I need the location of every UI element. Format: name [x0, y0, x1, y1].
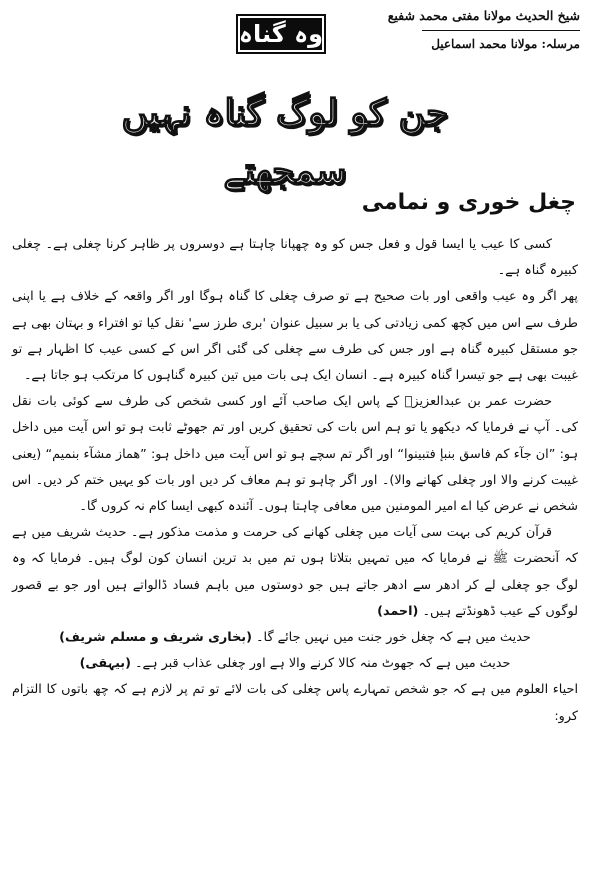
sender-line: مرسلہ: مولانا محمد اسماعیل: [431, 37, 580, 51]
paragraph-ihya-ulum: احیاء العلوم میں ہے کہ جو شخص تمہارے پاس چغلی کی بات لائے تو تم پر لازم ہے کہ چھ باتوں کا التزام کرو:: [12, 682, 578, 724]
paragraph-hadith-grave: [12, 651, 578, 677]
citation-bukhari-muslim: (بخاری شریف و مسلم شریف): [59, 630, 252, 646]
series-label: وہ گناہ: [236, 14, 326, 54]
article-body: [12, 232, 578, 730]
citation-bayhaqi: (بیہقی): [79, 656, 131, 672]
author-name: شیخ الحدیث مولانا مفتی محمد شفیع: [387, 8, 580, 23]
paragraph-hadith-jannah: [12, 625, 578, 651]
section-heading: چغل خوری و نمامی: [361, 190, 576, 215]
paragraph-consequences: پھر اگر وہ عیب واقعی اور بات صحیح ہے تو صرف چغلی کا گناہ ہوگا اور اگر واقعہ کے خلاف ہے یا اپنی طرف سے اس میں کچھ کمی زیادتی کی یا بر سبیل عنوان 'بری طرز سے' نقل کیا تو افتراء و بہتان بھی ہے جو مستقل کبیرہ گناہ ہے اور جس کی طرف سے چغلی کی گئی اگر اس کے کسی عیب کا اظہار ہے تو غیبت بھی ہے جو تیسرا گناہ کبیرہ ہے۔ انسان ایک ہی بات میں تین کبیرہ گناہوں کا مرتکب ہو جاتا ہے۔: [12, 289, 578, 384]
article-title: جن کو لوگ گناہ نہیں سمجھتے: [121, 92, 449, 192]
paragraph-text: حدیث میں ہے کہ جھوٹ منہ کالا کرنے والا ہے اور چغلی عذاب قبر ہے۔: [135, 656, 511, 672]
paragraph-definition: کسی کا عیب یا ایسا قول و فعل جس کو وہ چھپانا چاہتا ہے دوسروں پر ظاہر کرنا چغلی ہے۔ چغلی کبیرہ گناہ ہے۔: [12, 237, 578, 279]
paragraph-umar-bin-abdulaziz: حضرت عمر بن عبدالعزیزؒ کے پاس ایک صاحب آئے اور کسی شخص کی طرف سے کوئی بات نقل کی۔ آپ نے فرمایا کہ دیکھو یا تو ہم اس بات کی تحقیق کریں اور تم جھوٹے ثابت ہو تو اس آیت میں داخل ہو: ”ان جآء کم فاسق بنبإ فتبینوا“ اور اگر تم سچے ہو تو اس آیت میں داخل ہو: ”ھماز مشآء بنمیم“ (یعنی غیبت کرنے والا اور چغلی کھانے والا)۔ اور اگر چاہو تو ہم معاف کر دیں اور بات کو یہیں ختم کر دیں۔ اس شخص نے عرض کیا اے امیر المومنین میں معافی چاہتا ہوں۔ آئندہ کبھی ایسا کام نہ کروں گا۔: [12, 394, 578, 515]
paragraph-text: قرآن کریم کی بہت سی آیات میں چغلی کھانے کی حرمت و مذمت مذکور ہے۔ حدیث شریف میں ہے کہ آنحضرت ﷺ نے فرمایا کہ میں تمہیں بتلاتا ہوں تم میں بد ترین انسان کون لوگ ہیں۔ فرمایا کہ وہ لوگ جو چغلی لے کر ادھر سے ادھر جاتے ہیں جو دوستوں میں باہم فساد ڈالواتے ہیں اور جو بے قصور لوگوں کے عیب ڈھونڈتے ہیں۔: [12, 525, 578, 619]
author-divider: [422, 30, 580, 31]
author-block: [387, 6, 580, 54]
paragraph-text: حدیث میں ہے کہ چغل خور جنت میں نہیں جائے گا۔: [256, 630, 531, 646]
paragraph-quran-hadith: [12, 520, 578, 625]
citation-ahmad: (احمد): [377, 603, 419, 619]
